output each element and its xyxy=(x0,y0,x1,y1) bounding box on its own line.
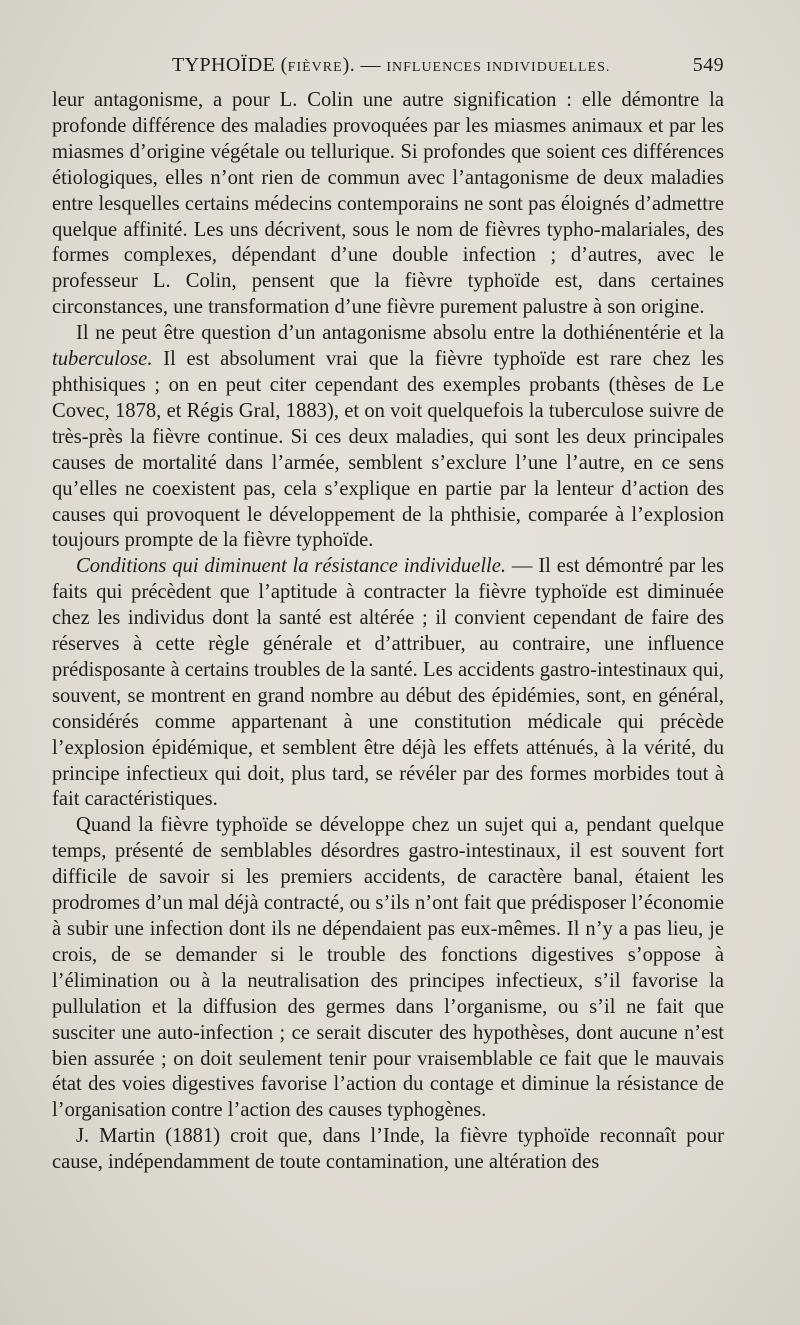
title-section: INFLUENCES INDIVIDUELLES. xyxy=(386,60,611,75)
paragraph-3 xyxy=(52,554,724,813)
running-title xyxy=(172,54,610,77)
page-number: 549 xyxy=(692,54,724,76)
body-text xyxy=(52,88,724,1176)
paragraph-2-emphasis: tuberculose. xyxy=(52,348,153,371)
running-header xyxy=(52,54,724,82)
paragraph-2 xyxy=(52,321,724,554)
section-heading-italic: Conditions qui diminuent la résistance individuelle. xyxy=(76,555,507,578)
paragraph-2-text-start: Il ne peut être question d’un antagonisme absolu entre la dothiénentérie et la xyxy=(76,322,724,345)
title-small: FIÈVRE xyxy=(287,60,343,75)
paragraph-3-text: — Il est démontré par les faits qui précèdent que l’aptitude à contracter la fièvre typhoïde est diminuée chez les individus dont la santé est altérée ; il convient cependant de faire des réserves à cette règle générale et d’attribuer, au contraire, une influence prédisposante à certains troubles de la santé. Les accidents gastro-intestinaux qui, souvent, se montrent en grand nombre au début des épidémies, sont, en général, considérés comme appartenant à une constitution médicale qui précède l’explosion épidémique, et semblent être déjà les effets atténués, à la vérité, du principe infectieux qui doit, plus tard, se révéler par des formes morbides tout à fait caractéristiques. xyxy=(52,555,724,811)
title-main: TYPHOÏDE ( xyxy=(172,54,288,76)
paragraph-1: leur antagonisme, a pour L. Colin une autre signification : elle démontre la profonde différence des maladies provoquées par les miasmes animaux et par les miasmes d’origine végétale ou tellurique. Si profondes que soient ces différences étiologiques, elles n’ont rien de commun avec l’antagonisme de deux maladies entre lesquelles certains médecins contemporains ne sont pas éloignés d’admettre quelque affinité. Les uns décrivent, sous le nom de fièvres typho-malariales, des formes complexes, dépendant d’une double infection ; d’autres, avec le professeur L. Colin, pensent que la fièvre typhoïde est, dans certaines circonstances, une transformation d’une fièvre purement palustre à son origine. xyxy=(52,89,724,319)
title-mid: ). — xyxy=(342,54,387,76)
paragraph-2-text-end: Il est absolument vrai que la fièvre typhoïde est rare chez les phthisiques ; on en peut citer cependant des exemples probants (thèses de Le Covec, 1878, et Régis Gral, 1883), et on voit quelquefois la tuberculose suivre de très-près la fièvre continue. Si ces deux maladies, qui sont les deux principales causes de mortalité dans l’armée, semblent s’exclure l’une l’autre, en ce sens qu’elles ne coexistent pas, cela s’explique en partie par la lenteur d’action des causes qui provoquent le développement de la phthisie, comparée à l’explosion toujours prompte de la fièvre typhoïde. xyxy=(52,348,724,552)
paragraph-4: Quand la fièvre typhoïde se développe chez un sujet qui a, pendant quelque temps, présenté de semblables désordres gastro-intestinaux, il est souvent fort difficile de savoir si les premiers accidents, de caractère banal, étaient les prodromes d’un mal déjà contracté, ou s’ils n’ont fait que prédisposer l’économie à subir une infection dont ils ne dépendaient pas eux-mêmes. Il n’y a pas lieu, je crois, de se demander si le trouble des fonctions digestives s’oppose à l’élimination ou à la neutralisation des principes infectieux, s’il favorise la pullulation et la diffusion des germes dans l’organisme, ou s’il ne fait que susciter une auto-infection ; ce serait discuter des hypothèses, dont aucune n’est bien assurée ; on doit seulement tenir pour vraisemblable ce fait que le mauvais état des voies digestives favorise l’action du contage et diminue la résistance de l’organisation contre l’action des causes typhogènes. xyxy=(52,814,724,1122)
paragraph-5: J. Martin (1881) croit que, dans l’Inde, la fièvre typhoïde reconnaît pour cause, indépendamment de toute contamination, une altération des xyxy=(52,1125,724,1174)
